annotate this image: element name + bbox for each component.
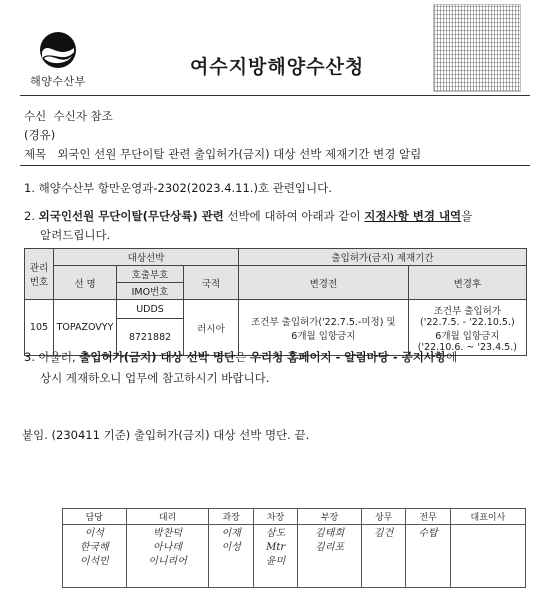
cell-before: 조건부 출입허가('22.7.5.-미정) 및 6개월 입항금지	[239, 300, 409, 356]
table-row	[25, 300, 527, 319]
body-item-2-cont: 알려드립니다.	[40, 228, 111, 242]
cell-nationality: 러시아	[184, 300, 239, 356]
body-item-3: 3. 아울러, 출입허가(금지) 대상 선박 명단은 우리청 홈페이지 - 알림마당 - 공지사항에	[24, 350, 458, 364]
recipient-line	[24, 108, 113, 124]
approval-header-director: 부장	[298, 509, 362, 525]
approval-signature: 김태희 김리포	[298, 525, 362, 588]
item2-change-details: 지정사항 변경 내역	[364, 209, 462, 223]
approval-signature: 삼도 Mtr 윤미	[253, 525, 297, 588]
approval-signature: 이재 이성	[209, 525, 253, 588]
col-group-restriction: 출입허가(금지) 제재기간	[239, 249, 527, 266]
cell-callsign: UDDS	[117, 300, 184, 319]
subject-line	[24, 146, 421, 162]
subject-value: 외국인 선원 무단이탈 관련 출입허가(금지) 대상 선박 제재기간 변경 알림	[57, 147, 422, 161]
cell-name: TOPAZOVYY	[54, 300, 117, 356]
recipient-label: 수신	[24, 109, 47, 123]
col-header-imo: IMO번호	[117, 283, 184, 300]
col-header-callsign: 호출부호	[117, 266, 184, 283]
approval-signature: 이석 한국해 이석민	[63, 525, 127, 588]
col-header-after: 변경후	[408, 266, 526, 300]
ministry-name: 해양수산부	[30, 75, 86, 88]
approval-signature: 박찬덕 아나데 이니리어	[126, 525, 209, 588]
col-header-name: 선 명	[54, 266, 117, 300]
col-header-before: 변경전	[239, 266, 409, 300]
header-divider	[20, 95, 530, 96]
ministry-emblem-icon	[38, 30, 78, 70]
ministry-logo	[28, 30, 88, 92]
item3-homepage-path: 우리청 홈페이지 - 알림마당 - 공지사항	[249, 350, 447, 364]
cell-after: 조건부 출입허가 ('22.7.5. - '22.10.5.) 6개월 입항금지 ('22.10.6. ~ '23.4.5.)	[408, 300, 526, 356]
cell-no: 105	[25, 300, 54, 356]
approval-header-ceo: 대표이사	[450, 509, 525, 525]
body-item-2: 2. 외국인선원 무단이탈(무단상륙) 관련 선박에 대하여 아래과 같이 지정사항 변경 내역을	[24, 209, 473, 223]
approval-stamp-table	[62, 508, 526, 588]
approval-header-executive: 상무	[361, 509, 405, 525]
approval-signature	[450, 525, 525, 588]
via-line: (경유)	[24, 128, 56, 142]
body-item-1: 1. 해양수산부 항만운영과-2302(2023.4.11.)호 관련입니다.	[24, 181, 332, 195]
approval-header-manager: 과장	[209, 509, 253, 525]
attachment-line: 붙임. (230411 기준) 출입허가(금지) 대상 선박 명단. 끝.	[22, 428, 310, 442]
approval-header-assistant: 대리	[126, 509, 209, 525]
agency-title: 여수지방해양수산청	[190, 56, 365, 78]
approval-signature: 수탑	[406, 525, 450, 588]
subject-divider	[20, 165, 530, 166]
approval-header-senior-executive: 전무	[406, 509, 450, 525]
approval-header-deputy: 차장	[253, 509, 297, 525]
body-item-3-cont: 상시 게재하오니 업무에 참고하시기 바랍니다.	[40, 371, 270, 385]
approval-signature: 김건	[361, 525, 405, 588]
approval-header-staff: 담당	[63, 509, 127, 525]
col-group-vessel: 대상선박	[54, 249, 239, 266]
document-stamp-mark	[433, 4, 521, 92]
col-header-no: 관리번호	[25, 249, 54, 300]
recipient-value: 수신자 참조	[53, 109, 113, 123]
item2-emphasis: 외국인선원 무단이탈(무단상륙) 관련	[38, 209, 224, 223]
cell-imo: 8721882	[117, 319, 184, 356]
vessel-change-table	[24, 248, 527, 356]
col-header-nationality: 국적	[184, 266, 239, 300]
subject-label: 제목	[24, 147, 47, 161]
item3-emphasis: 출입허가(금지) 대상 선박 명단	[79, 350, 236, 364]
